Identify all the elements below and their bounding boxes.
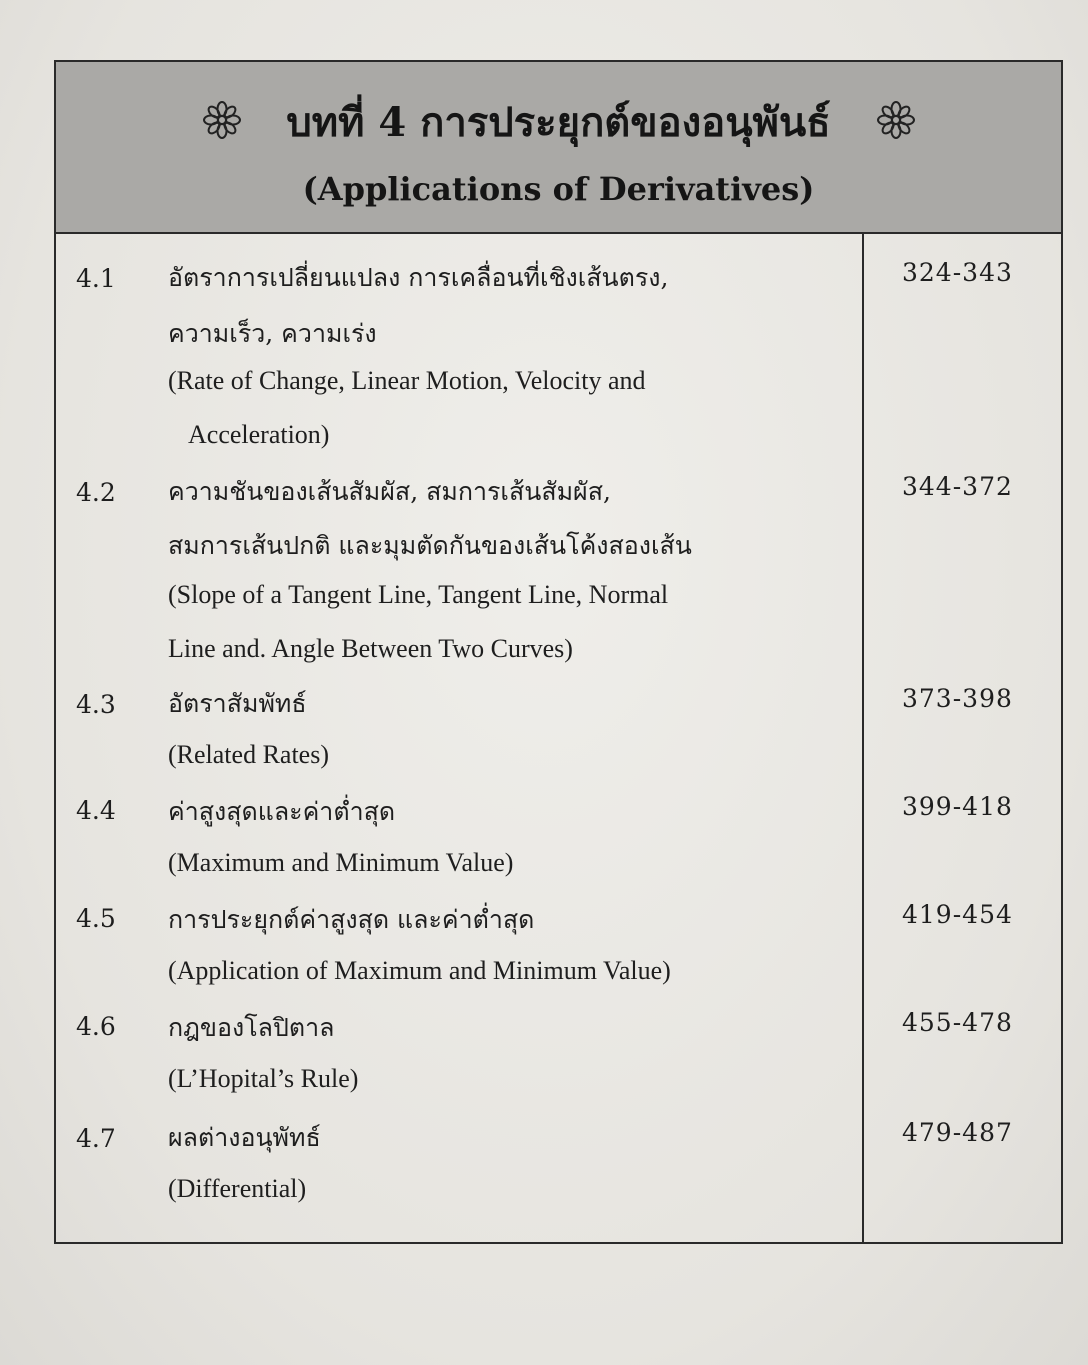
section-title-thai: อัตราการเปลี่ยนแปลง การเคลื่อนที่เชิงเส้นตรง, (168, 263, 669, 292)
section-title-english: Acceleration) (188, 420, 330, 449)
section-title-thai: ผลต่างอนุพัทธ์ (168, 1123, 321, 1152)
section-title-english: (Related Rates) (168, 740, 329, 769)
flower-ornament-icon (876, 100, 916, 140)
page-range: 455-478 (902, 1008, 1013, 1037)
chapter-title-thai: บทที่ 4 การประยุกต์ของอนุพันธ์ (286, 99, 831, 146)
section-title-english: (Rate of Change, Linear Motion, Velocity and (168, 366, 646, 395)
chapter-header (56, 62, 1061, 234)
page-column-divider (862, 234, 864, 1244)
page-range: 399-418 (902, 792, 1013, 821)
section-title-thai: สมการเส้นปกติ และมุมตัดกันของเส้นโค้งสองเส้น (168, 531, 692, 560)
section-number: 4.6 (76, 1012, 116, 1041)
section-title-thai: การประยุกต์ค่าสูงสุด และค่าต่ำสุด (168, 905, 535, 934)
page-range: 479-487 (902, 1118, 1013, 1147)
section-number: 4.2 (76, 478, 116, 507)
page-range: 324-343 (902, 258, 1013, 287)
section-title-thai: กฎของโลปิตาล (168, 1013, 335, 1042)
section-title-english: Line and. Angle Between Two Curves) (168, 634, 573, 663)
section-title-english: (Differential) (168, 1174, 307, 1203)
section-title-english: (L’Hopital’s Rule) (168, 1064, 359, 1093)
section-title-english: (Slope of a Tangent Line, Tangent Line, Normal (168, 580, 669, 609)
page-range: 344-372 (902, 472, 1013, 501)
section-title-english: (Application of Maximum and Minimum Value) (168, 956, 671, 985)
section-title-english: (Maximum and Minimum Value) (168, 848, 514, 877)
section-number: 4.3 (76, 690, 116, 719)
section-title-thai: อัตราสัมพัทธ์ (168, 689, 307, 718)
chapter-title-english: (Applications of Derivatives) (302, 170, 815, 208)
page-range: 419-454 (902, 900, 1013, 929)
section-number: 4.7 (76, 1124, 116, 1153)
page-range: 373-398 (902, 684, 1013, 713)
section-number: 4.5 (76, 904, 116, 933)
section-number: 4.4 (76, 796, 116, 825)
section-title-thai: ความเร็ว, ความเร่ง (168, 319, 377, 348)
section-number: 4.1 (76, 264, 116, 293)
table-of-contents (54, 60, 1063, 1244)
section-title-thai: ความชันของเส้นสัมผัส, สมการเส้นสัมผัส, (168, 477, 611, 506)
section-title-thai: ค่าสูงสุดและค่าต่ำสุด (168, 797, 396, 826)
